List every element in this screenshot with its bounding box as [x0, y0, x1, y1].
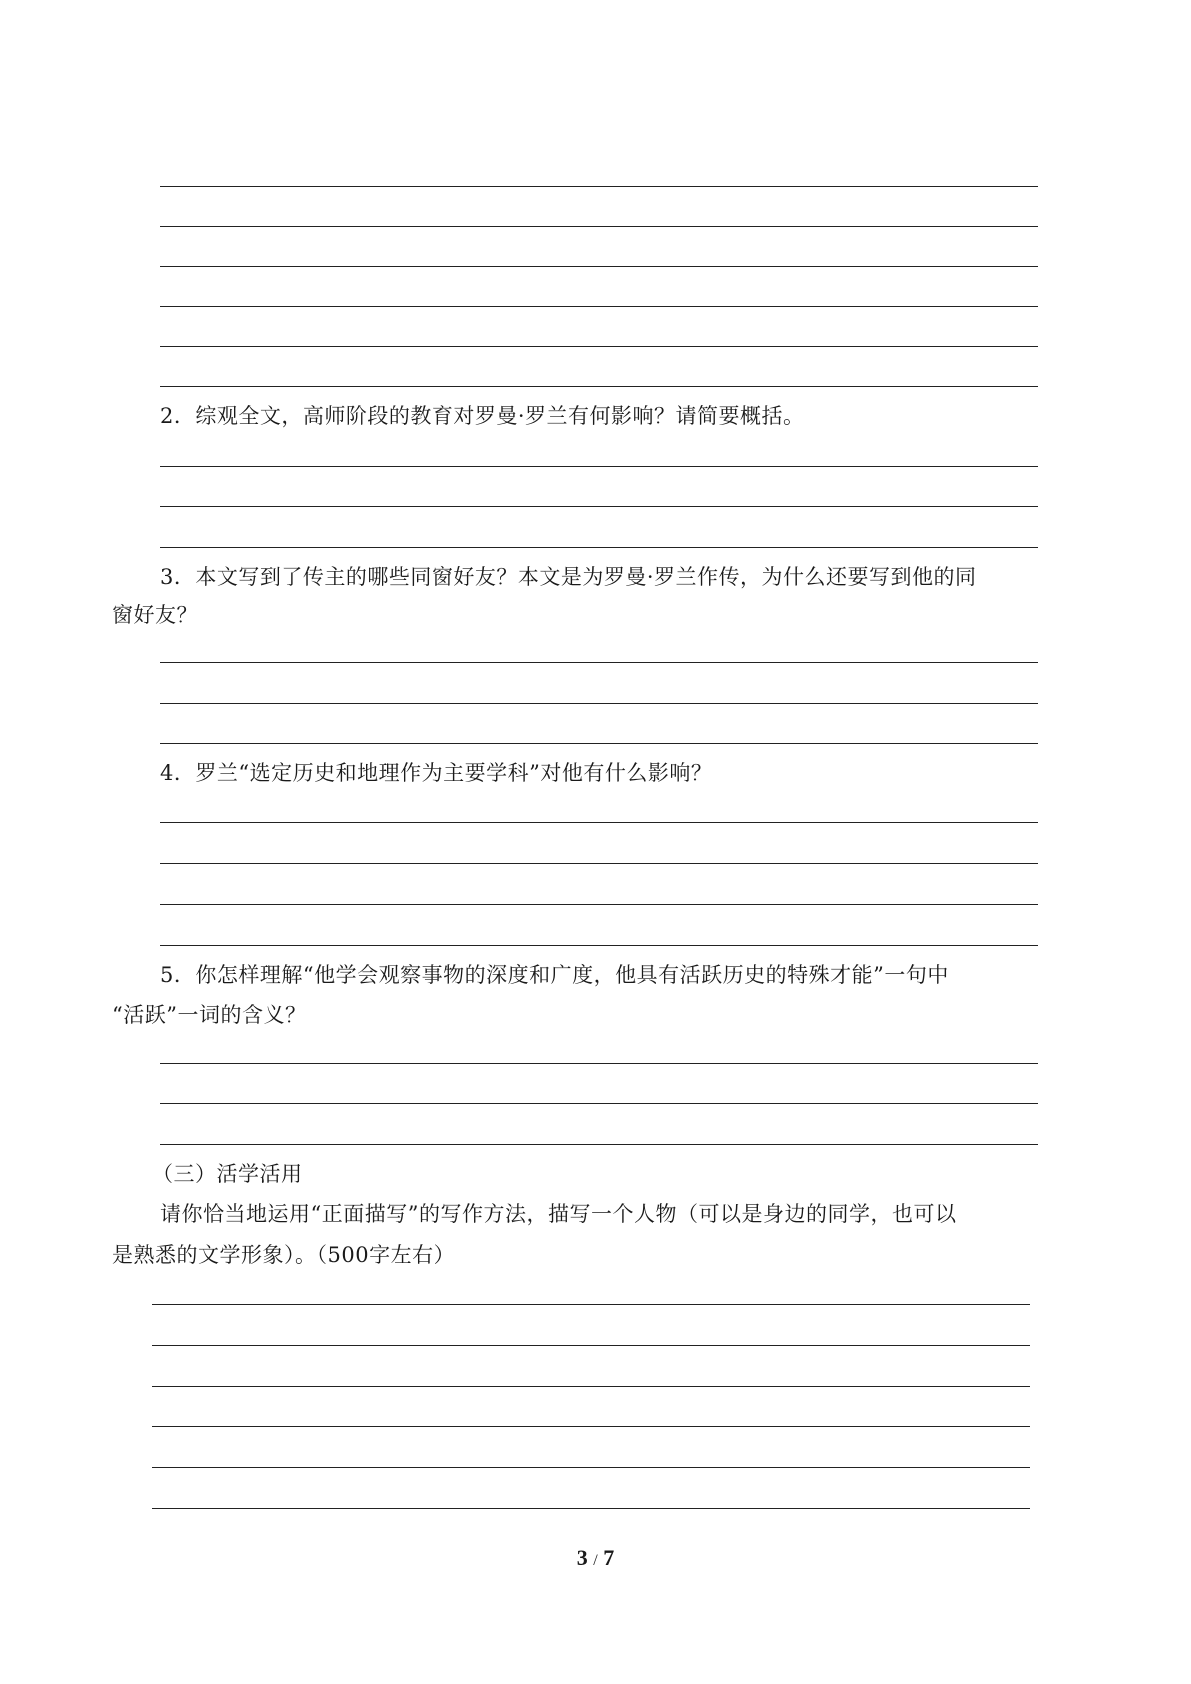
answer-line[interactable]: [160, 1063, 1038, 1064]
question-3: [160, 565, 977, 589]
question-text: 罗兰“选定历史和地理作为主要学科”对他有什么影响？: [195, 761, 713, 785]
question-number: 4．: [160, 761, 196, 785]
answer-line[interactable]: [160, 822, 1038, 823]
answer-line[interactable]: [160, 743, 1038, 744]
answer-line[interactable]: [160, 662, 1038, 663]
answer-line[interactable]: [160, 547, 1038, 548]
question-text: 本文写到了传主的哪些同窗好友？本文是为罗曼·罗兰作传，为什么还要写到他的同: [195, 565, 977, 589]
answer-line[interactable]: [160, 386, 1038, 387]
question-2: [160, 404, 805, 428]
answer-line[interactable]: [160, 226, 1038, 227]
page-current: 3: [576, 1545, 588, 1570]
answer-line[interactable]: [160, 703, 1038, 704]
answer-line[interactable]: [160, 1103, 1038, 1104]
writing-line[interactable]: [152, 1345, 1030, 1346]
answer-line[interactable]: [160, 863, 1038, 864]
question-number: 5．: [160, 963, 196, 987]
writing-line[interactable]: [152, 1386, 1030, 1387]
answer-line[interactable]: [160, 306, 1038, 307]
writing-line[interactable]: [152, 1426, 1030, 1427]
answer-line[interactable]: [160, 945, 1038, 946]
writing-line[interactable]: [152, 1467, 1030, 1468]
question-5: [160, 963, 949, 987]
question-3-continuation: 窗好友？: [112, 603, 198, 627]
answer-line[interactable]: [160, 346, 1038, 347]
page-separator: /: [593, 1552, 598, 1569]
question-number: 3．: [160, 565, 196, 589]
writing-line[interactable]: [152, 1304, 1030, 1305]
question-4: [160, 761, 712, 785]
page-number: [0, 1545, 1191, 1571]
question-text: 你怎样理解“他学会观察事物的深度和广度，他具有活跃历史的特殊才能”一句中: [195, 963, 949, 987]
section-heading: （三）活学活用: [152, 1162, 303, 1186]
answer-line[interactable]: [160, 1144, 1038, 1145]
question-number: 2．: [160, 404, 196, 428]
question-text: 综观全文，高师阶段的教育对罗曼·罗兰有何影响？请简要概括。: [195, 404, 805, 428]
writing-prompt-continuation: 是熟悉的文学形象）。（500字左右）: [112, 1243, 456, 1267]
answer-line[interactable]: [160, 266, 1038, 267]
question-5-continuation: “活跃”一词的含义？: [112, 1003, 307, 1027]
answer-line[interactable]: [160, 904, 1038, 905]
answer-line[interactable]: [160, 506, 1038, 507]
writing-line[interactable]: [152, 1508, 1030, 1509]
answer-line[interactable]: [160, 186, 1038, 187]
answer-line[interactable]: [160, 466, 1038, 467]
page-total: 7: [603, 1545, 615, 1570]
writing-prompt: 请你恰当地运用“正面描写”的写作方法，描写一个人物（可以是身边的同学，也可以: [160, 1202, 957, 1226]
